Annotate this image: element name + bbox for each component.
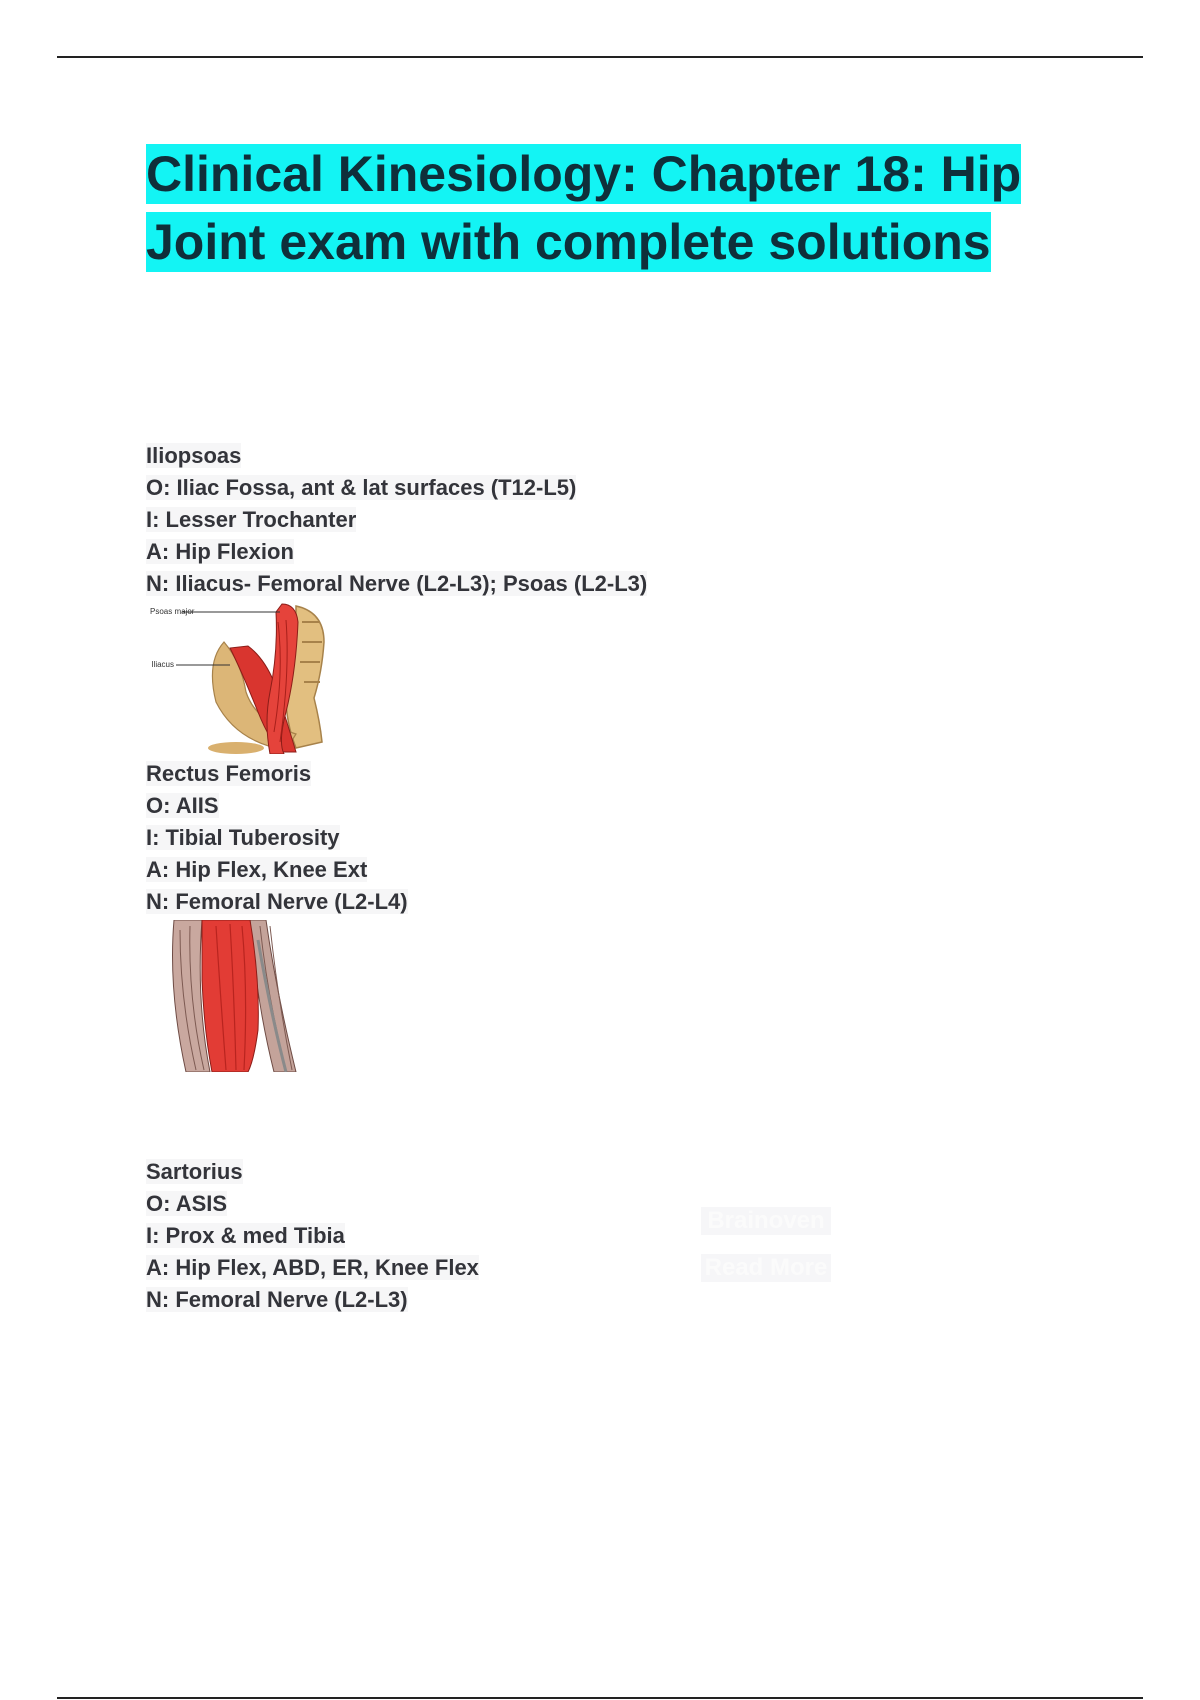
entry-iliopsoas — [146, 440, 1046, 754]
entry-rectus-femoris — [146, 758, 1046, 1072]
muscle-nerve: N: Femoral Nerve (L2-L3) — [146, 1287, 408, 1312]
rectus-femoris-illustration — [146, 920, 312, 1072]
muscle-insertion: I: Lesser Trochanter — [146, 507, 357, 532]
muscle-origin: O: ASIS — [146, 1191, 228, 1216]
muscle-action: A: Hip Flex, ABD, ER, Knee Flex — [146, 1255, 479, 1280]
spacer — [146, 1076, 1046, 1156]
top-rule — [57, 56, 1143, 58]
read-more-button[interactable]: Read More — [701, 1254, 831, 1282]
document-body — [146, 140, 1096, 1312]
watermark-brand: Brainoven — [701, 1207, 831, 1235]
muscle-action: A: Hip Flexion — [146, 539, 294, 564]
iliopsoas-illustration — [146, 602, 328, 754]
document-title: Clinical Kinesiology: Chapter 18: Hip Joint exam with complete solutions — [146, 146, 1022, 270]
muscle-nerve: N: Iliacus- Femoral Nerve (L2-L3); Psoas (L2-L3) — [146, 571, 648, 596]
muscle-action: A: Hip Flex, Knee Ext — [146, 857, 368, 882]
muscle-name: Sartorius — [146, 1159, 243, 1184]
muscle-origin: O: Iliac Fossa, ant & lat surfaces (T12-L5) — [146, 475, 577, 500]
muscle-origin: O: AIIS — [146, 793, 219, 818]
entry-sartorius — [146, 1156, 1046, 1316]
muscle-name: Iliopsoas — [146, 443, 242, 468]
iliacus-label: Iliacus — [151, 660, 174, 669]
bottom-rule — [57, 1697, 1143, 1699]
muscle-insertion: I: Tibial Tuberosity — [146, 825, 340, 850]
muscle-insertion: I: Prox & med Tibia — [146, 1223, 345, 1248]
muscle-entries — [146, 440, 1046, 1316]
psoas-major-label: Psoas major — [150, 607, 195, 616]
muscle-nerve: N: Femoral Nerve (L2-L4) — [146, 889, 408, 914]
muscle-name: Rectus Femoris — [146, 761, 312, 786]
